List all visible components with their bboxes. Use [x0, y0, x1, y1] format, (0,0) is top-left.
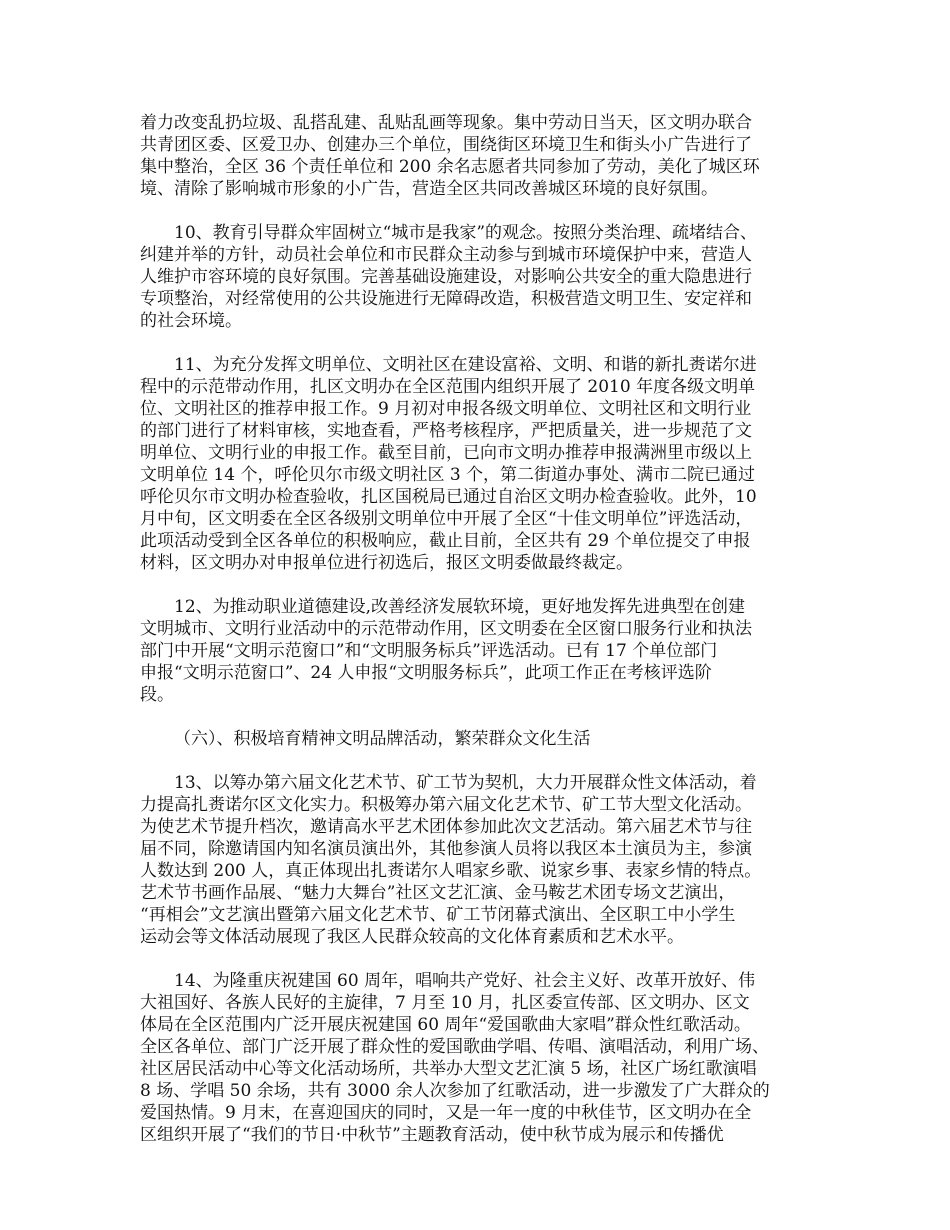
text-line: 的部门进行了材料审核，实地查看，严格考核程序，严把质量关，进一步规范了文	[140, 421, 752, 441]
paragraph-p-12	[140, 596, 830, 706]
text-line: 集中整治，全区 36 个责任单位和 200 余名志愿者共同参加了劳动，美化了城区环	[140, 157, 760, 177]
text-line: 大祖国好、各族人民好的主旋律，7 月至 10 月，扎区委宣传部、区文明办、区文	[140, 993, 750, 1013]
text-line: 社区居民活动中心等文化活动场所，共举办大型文艺汇演 5 场，社区广场红歌演唱	[140, 1059, 757, 1079]
text-line: 境、清除了影响城市形象的小广告，营造全区共同改善城区环境的良好氛围。	[140, 179, 718, 199]
text-line: 呼伦贝尔市文明办检查验收，扎区国税局已通过自治区文明办检查验收。此外，10	[140, 487, 757, 507]
paragraph-p-11	[140, 354, 830, 574]
text-line: 12、为推动职业道德建设,改善经济发展软环境，更好地发挥先进典型在创建	[174, 597, 746, 617]
text-line: 爱国热情。9 月末，在喜迎国庆的同时，又是一年一度的中秋佳节，区文明办在全	[140, 1103, 752, 1123]
paragraph-p-10	[140, 222, 830, 332]
text-line: 程中的示范带动作用，扎区文明办在全区范围内组织开展了 2010 年度各级文明单	[140, 377, 756, 397]
text-line: 全区各单位、部门广泛开展了群众性的爱国歌曲学唱、传唱、演唱活动，利用广场、	[140, 1037, 769, 1057]
paragraph-p-13	[140, 772, 830, 948]
text-line: 共青团区委、区爱卫办、创建办三个单位，围绕街区环境卫生和街头小广告进行了	[140, 135, 752, 155]
text-line: 14、为隆重庆祝建国 60 周年，唱响共产党好、社会主义好、改革开放好、伟	[174, 971, 756, 991]
text-line: 部门中开展“文明示范窗口”和“文明服务标兵”评选活动。已有 17 个单位部门	[140, 641, 718, 661]
paragraph-p-continuation	[140, 112, 830, 200]
text-line: 区组织开展了“我们的节日·中秋节”主题教育活动，使中秋节成为展示和传播优	[140, 1125, 724, 1145]
text-line: 此项活动受到全区各单位的积极响应，截止目前，全区共有 29 个单位提交了申报	[140, 531, 751, 551]
text-line: 着力改变乱扔垃圾、乱搭乱建、乱贴乱画等现象。集中劳动日当天，区文明办联合	[140, 113, 752, 133]
text-line: 段。	[140, 685, 174, 705]
text-line: 纠建并举的方针，动员社会单位和市民群众主动参与到城市环境保护中来，营造人	[140, 245, 752, 265]
paragraph-p-14	[140, 970, 830, 1146]
text-line: 的社会环境。	[140, 311, 242, 331]
text-line: 届不同，除邀请国内知名演员演出外，其他参演人员将以我区本土演员为主，参演	[140, 839, 752, 859]
text-line: 文明城市、文明行业活动中的示范带动作用，区文明委在全区窗口服务行业和执法	[140, 619, 752, 639]
text-line: 体局在全区范围内广泛开展庆祝建国 60 周年“爱国歌曲大家唱”群众性红歌活动。	[140, 1015, 751, 1035]
text-line: 材料，区文明办对申报单位进行初选后，报区文明委做最终裁定。	[140, 553, 633, 573]
text-line: 为使艺术节提升档次，邀请高水平艺术团体参加此次文艺活动。第六届艺术节与往	[140, 817, 752, 837]
text-line: 人维护市容环境的良好氛围。完善基础设施建设，对影响公共安全的重大隐患进行	[140, 267, 752, 287]
text-line: 人数达到 200 人，真正体现出扎赉诺尔人唱家乡歌、说家乡事、表家乡情的特点。	[140, 861, 762, 881]
section-heading: （六）、积极培育精神文明品牌活动，繁荣群众文化生活	[174, 729, 591, 749]
text-line: “再相会”文艺演出暨第六届文化艺术节、矿工节闭幕式演出、全区职工中小学生	[140, 905, 736, 925]
text-line: 10、教育引导群众牢固树立“城市是我家”的观念。按照分类治理、疏堵结合、	[174, 223, 758, 243]
text-line: 明单位、文明行业的申报工作。截至目前，已向市文明办推荐申报满洲里市级以上	[140, 443, 752, 463]
text-line: 位、文明社区的推荐申报工作。9 月初对申报各级文明单位、文明社区和文明行业	[140, 399, 752, 419]
text-line: 11、为充分发挥文明单位、文明社区在建设富裕、文明、和谐的新扎赉诺尔进	[174, 355, 757, 375]
text-line: 8 场、学唱 50 余场，共有 3000 余人次参加了红歌活动，进一步激发了广大群众的	[140, 1081, 770, 1101]
document-page	[140, 112, 830, 1168]
text-line: 13、以筹办第六届文化艺术节、矿工节为契机，大力开展群众性文体活动，着	[174, 773, 757, 793]
text-line: 月中旬，区文明委在全区各级别文明单位中开展了全区“十佳文明单位”评选活动，	[140, 509, 753, 529]
text-line: 专项整治，对经常使用的公共设施进行无障碍改造，积极营造文明卫生、安定祥和	[140, 289, 752, 309]
text-line: 力提高扎赉诺尔区文化实力。积极筹办第六届文化艺术节、矿工节大型文化活动。	[140, 795, 752, 815]
text-line: 申报“文明示范窗口”、24 人申报“文明服务标兵”，此项工作正在考核评选阶	[140, 663, 712, 683]
text-line: 艺术节书画作品展、“魅力大舞台”社区文艺汇演、金马鞍艺术团专场文艺演出，	[140, 883, 736, 903]
text-line: 文明单位 14 个，呼伦贝尔市级文明社区 3 个，第二街道办事处、满市二院已通过	[140, 465, 756, 485]
text-line: 运动会等文体活动展现了我区人民群众较高的文化体育素质和艺术水平。	[140, 927, 684, 947]
